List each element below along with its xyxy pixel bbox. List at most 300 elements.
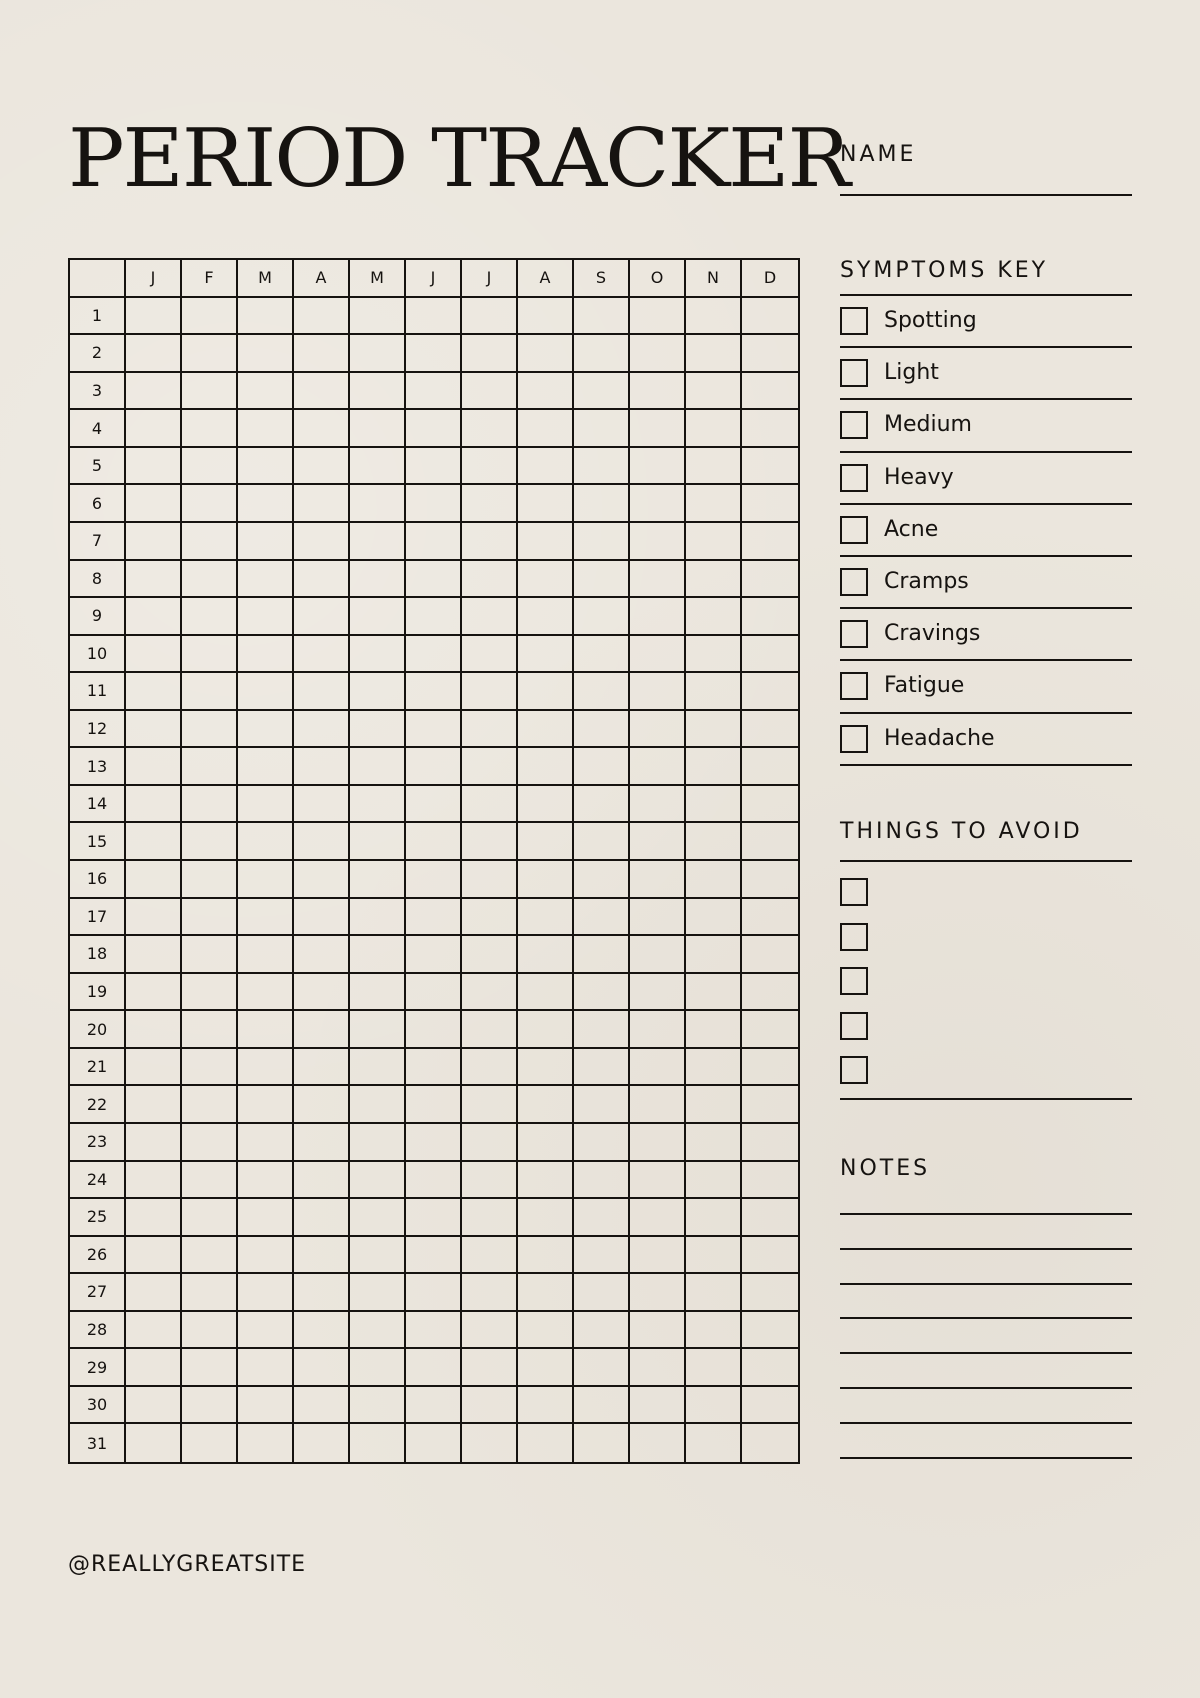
tracker-cell[interactable] — [238, 1049, 294, 1087]
tracker-cell[interactable] — [126, 1349, 182, 1387]
tracker-cell[interactable] — [126, 823, 182, 861]
notes-line[interactable] — [840, 1248, 1132, 1250]
avoid-checkbox[interactable] — [840, 1012, 868, 1040]
tracker-cell[interactable] — [126, 673, 182, 711]
tracker-cell[interactable] — [686, 448, 742, 486]
tracker-cell[interactable] — [462, 1162, 518, 1200]
tracker-cell[interactable] — [574, 373, 630, 411]
tracker-cell[interactable] — [238, 786, 294, 824]
tracker-cell[interactable] — [742, 1312, 798, 1350]
tracker-cell[interactable] — [406, 786, 462, 824]
tracker-cell[interactable] — [182, 899, 238, 937]
tracker-cell[interactable] — [518, 1011, 574, 1049]
tracker-cell[interactable] — [462, 899, 518, 937]
tracker-cell[interactable] — [238, 298, 294, 336]
tracker-cell[interactable] — [406, 298, 462, 336]
notes-line[interactable] — [840, 1422, 1132, 1424]
notes-line[interactable] — [840, 1352, 1132, 1354]
tracker-cell[interactable] — [182, 598, 238, 636]
tracker-cell[interactable] — [406, 1349, 462, 1387]
tracker-cell[interactable] — [630, 1086, 686, 1124]
tracker-cell[interactable] — [350, 1274, 406, 1312]
tracker-cell[interactable] — [686, 711, 742, 749]
tracker-cell[interactable] — [686, 786, 742, 824]
tracker-cell[interactable] — [238, 1199, 294, 1237]
tracker-cell[interactable] — [686, 561, 742, 599]
tracker-cell[interactable] — [574, 786, 630, 824]
tracker-cell[interactable] — [462, 561, 518, 599]
tracker-cell[interactable] — [518, 823, 574, 861]
tracker-cell[interactable] — [238, 523, 294, 561]
tracker-cell[interactable] — [350, 1162, 406, 1200]
tracker-cell[interactable] — [686, 861, 742, 899]
tracker-cell[interactable] — [630, 936, 686, 974]
tracker-cell[interactable] — [182, 823, 238, 861]
tracker-cell[interactable] — [574, 1387, 630, 1425]
tracker-cell[interactable] — [518, 899, 574, 937]
avoid-checkbox[interactable] — [840, 1056, 868, 1084]
tracker-cell[interactable] — [126, 1162, 182, 1200]
tracker-cell[interactable] — [126, 936, 182, 974]
tracker-cell[interactable] — [630, 673, 686, 711]
notes-line[interactable] — [840, 1387, 1132, 1389]
tracker-cell[interactable] — [686, 1049, 742, 1087]
tracker-cell[interactable] — [238, 1424, 294, 1462]
tracker-cell[interactable] — [238, 936, 294, 974]
tracker-cell[interactable] — [238, 448, 294, 486]
tracker-cell[interactable] — [294, 335, 350, 373]
tracker-cell[interactable] — [350, 448, 406, 486]
tracker-cell[interactable] — [126, 861, 182, 899]
tracker-cell[interactable] — [182, 448, 238, 486]
tracker-cell[interactable] — [350, 485, 406, 523]
tracker-cell[interactable] — [462, 673, 518, 711]
tracker-cell[interactable] — [518, 974, 574, 1012]
tracker-cell[interactable] — [574, 448, 630, 486]
tracker-cell[interactable] — [518, 485, 574, 523]
tracker-cell[interactable] — [294, 485, 350, 523]
tracker-cell[interactable] — [574, 673, 630, 711]
tracker-cell[interactable] — [294, 561, 350, 599]
tracker-cell[interactable] — [350, 974, 406, 1012]
tracker-cell[interactable] — [686, 1349, 742, 1387]
tracker-cell[interactable] — [686, 936, 742, 974]
tracker-cell[interactable] — [742, 936, 798, 974]
tracker-cell[interactable] — [126, 335, 182, 373]
tracker-cell[interactable] — [462, 1387, 518, 1425]
tracker-cell[interactable] — [238, 1086, 294, 1124]
tracker-cell[interactable] — [742, 1049, 798, 1087]
tracker-cell[interactable] — [350, 748, 406, 786]
tracker-cell[interactable] — [686, 1199, 742, 1237]
tracker-cell[interactable] — [126, 1424, 182, 1462]
tracker-cell[interactable] — [462, 711, 518, 749]
tracker-cell[interactable] — [686, 636, 742, 674]
tracker-cell[interactable] — [742, 823, 798, 861]
tracker-cell[interactable] — [126, 711, 182, 749]
tracker-cell[interactable] — [574, 561, 630, 599]
tracker-cell[interactable] — [462, 1199, 518, 1237]
tracker-cell[interactable] — [742, 373, 798, 411]
tracker-cell[interactable] — [574, 861, 630, 899]
tracker-cell[interactable] — [462, 786, 518, 824]
tracker-cell[interactable] — [462, 1312, 518, 1350]
tracker-cell[interactable] — [406, 1199, 462, 1237]
avoid-checkbox[interactable] — [840, 878, 868, 906]
tracker-cell[interactable] — [238, 1162, 294, 1200]
tracker-cell[interactable] — [630, 598, 686, 636]
tracker-cell[interactable] — [574, 1312, 630, 1350]
tracker-cell[interactable] — [518, 1162, 574, 1200]
tracker-cell[interactable] — [182, 561, 238, 599]
tracker-cell[interactable] — [686, 485, 742, 523]
tracker-cell[interactable] — [406, 748, 462, 786]
tracker-cell[interactable] — [518, 1312, 574, 1350]
tracker-cell[interactable] — [518, 1237, 574, 1275]
tracker-cell[interactable] — [350, 298, 406, 336]
tracker-cell[interactable] — [182, 1237, 238, 1275]
tracker-cell[interactable] — [238, 561, 294, 599]
tracker-cell[interactable] — [126, 561, 182, 599]
tracker-cell[interactable] — [350, 410, 406, 448]
tracker-cell[interactable] — [518, 373, 574, 411]
tracker-cell[interactable] — [574, 899, 630, 937]
tracker-cell[interactable] — [462, 1237, 518, 1275]
tracker-cell[interactable] — [518, 1274, 574, 1312]
tracker-cell[interactable] — [742, 636, 798, 674]
symptom-checkbox[interactable] — [840, 411, 868, 439]
tracker-cell[interactable] — [574, 335, 630, 373]
tracker-cell[interactable] — [238, 1312, 294, 1350]
tracker-cell[interactable] — [238, 1011, 294, 1049]
tracker-cell[interactable] — [630, 373, 686, 411]
tracker-cell[interactable] — [686, 1274, 742, 1312]
tracker-cell[interactable] — [182, 335, 238, 373]
tracker-cell[interactable] — [686, 748, 742, 786]
tracker-cell[interactable] — [574, 485, 630, 523]
tracker-cell[interactable] — [406, 936, 462, 974]
tracker-cell[interactable] — [630, 561, 686, 599]
tracker-cell[interactable] — [574, 523, 630, 561]
tracker-cell[interactable] — [294, 1011, 350, 1049]
tracker-cell[interactable] — [182, 1199, 238, 1237]
tracker-cell[interactable] — [238, 748, 294, 786]
tracker-cell[interactable] — [406, 1011, 462, 1049]
tracker-cell[interactable] — [126, 1124, 182, 1162]
tracker-cell[interactable] — [518, 1049, 574, 1087]
tracker-cell[interactable] — [238, 1349, 294, 1387]
tracker-cell[interactable] — [630, 448, 686, 486]
tracker-cell[interactable] — [518, 786, 574, 824]
name-line[interactable] — [840, 194, 1132, 196]
notes-line[interactable] — [840, 1283, 1132, 1285]
tracker-cell[interactable] — [126, 1387, 182, 1425]
tracker-cell[interactable] — [574, 1049, 630, 1087]
tracker-cell[interactable] — [686, 373, 742, 411]
tracker-cell[interactable] — [630, 861, 686, 899]
tracker-cell[interactable] — [630, 1011, 686, 1049]
tracker-cell[interactable] — [574, 410, 630, 448]
tracker-cell[interactable] — [630, 1124, 686, 1162]
tracker-cell[interactable] — [630, 1424, 686, 1462]
tracker-cell[interactable] — [350, 823, 406, 861]
tracker-cell[interactable] — [294, 1424, 350, 1462]
symptom-checkbox[interactable] — [840, 307, 868, 335]
tracker-cell[interactable] — [238, 711, 294, 749]
tracker-cell[interactable] — [574, 711, 630, 749]
tracker-cell[interactable] — [462, 936, 518, 974]
tracker-cell[interactable] — [294, 1312, 350, 1350]
tracker-cell[interactable] — [574, 1086, 630, 1124]
tracker-cell[interactable] — [350, 711, 406, 749]
tracker-cell[interactable] — [574, 298, 630, 336]
tracker-cell[interactable] — [350, 523, 406, 561]
tracker-cell[interactable] — [630, 786, 686, 824]
tracker-cell[interactable] — [574, 936, 630, 974]
tracker-cell[interactable] — [518, 448, 574, 486]
tracker-cell[interactable] — [406, 561, 462, 599]
tracker-cell[interactable] — [574, 1424, 630, 1462]
tracker-cell[interactable] — [238, 861, 294, 899]
tracker-cell[interactable] — [686, 335, 742, 373]
tracker-cell[interactable] — [126, 786, 182, 824]
tracker-cell[interactable] — [742, 1162, 798, 1200]
tracker-cell[interactable] — [182, 485, 238, 523]
tracker-cell[interactable] — [518, 748, 574, 786]
tracker-cell[interactable] — [630, 1049, 686, 1087]
tracker-cell[interactable] — [406, 673, 462, 711]
tracker-cell[interactable] — [686, 1124, 742, 1162]
tracker-cell[interactable] — [574, 1237, 630, 1275]
tracker-cell[interactable] — [294, 373, 350, 411]
tracker-cell[interactable] — [462, 823, 518, 861]
tracker-cell[interactable] — [350, 673, 406, 711]
tracker-cell[interactable] — [742, 899, 798, 937]
tracker-cell[interactable] — [350, 1049, 406, 1087]
tracker-cell[interactable] — [294, 298, 350, 336]
tracker-cell[interactable] — [518, 410, 574, 448]
tracker-cell[interactable] — [238, 974, 294, 1012]
tracker-cell[interactable] — [294, 1124, 350, 1162]
tracker-cell[interactable] — [742, 561, 798, 599]
tracker-cell[interactable] — [182, 861, 238, 899]
tracker-cell[interactable] — [742, 335, 798, 373]
symptom-checkbox[interactable] — [840, 568, 868, 596]
tracker-cell[interactable] — [630, 899, 686, 937]
tracker-cell[interactable] — [126, 448, 182, 486]
tracker-cell[interactable] — [350, 1086, 406, 1124]
tracker-cell[interactable] — [294, 1387, 350, 1425]
tracker-cell[interactable] — [238, 899, 294, 937]
tracker-cell[interactable] — [742, 448, 798, 486]
tracker-cell[interactable] — [182, 786, 238, 824]
tracker-cell[interactable] — [406, 1312, 462, 1350]
tracker-cell[interactable] — [630, 823, 686, 861]
tracker-cell[interactable] — [574, 1124, 630, 1162]
tracker-cell[interactable] — [126, 373, 182, 411]
tracker-cell[interactable] — [294, 448, 350, 486]
notes-line[interactable] — [840, 1317, 1132, 1319]
tracker-cell[interactable] — [742, 298, 798, 336]
tracker-cell[interactable] — [518, 523, 574, 561]
tracker-cell[interactable] — [294, 410, 350, 448]
tracker-cell[interactable] — [294, 974, 350, 1012]
tracker-cell[interactable] — [294, 711, 350, 749]
tracker-cell[interactable] — [294, 1274, 350, 1312]
tracker-cell[interactable] — [182, 1424, 238, 1462]
tracker-cell[interactable] — [630, 1387, 686, 1425]
tracker-cell[interactable] — [294, 1086, 350, 1124]
tracker-cell[interactable] — [686, 598, 742, 636]
tracker-cell[interactable] — [406, 1387, 462, 1425]
tracker-cell[interactable] — [350, 786, 406, 824]
tracker-cell[interactable] — [238, 1387, 294, 1425]
tracker-cell[interactable] — [350, 1237, 406, 1275]
tracker-cell[interactable] — [742, 1011, 798, 1049]
tracker-cell[interactable] — [574, 636, 630, 674]
tracker-cell[interactable] — [126, 410, 182, 448]
tracker-cell[interactable] — [462, 1086, 518, 1124]
tracker-cell[interactable] — [350, 598, 406, 636]
tracker-cell[interactable] — [686, 673, 742, 711]
tracker-cell[interactable] — [182, 1349, 238, 1387]
tracker-cell[interactable] — [406, 485, 462, 523]
tracker-cell[interactable] — [406, 523, 462, 561]
tracker-cell[interactable] — [350, 636, 406, 674]
tracker-cell[interactable] — [350, 561, 406, 599]
tracker-cell[interactable] — [294, 1162, 350, 1200]
tracker-cell[interactable] — [350, 1387, 406, 1425]
tracker-cell[interactable] — [742, 1274, 798, 1312]
tracker-cell[interactable] — [126, 485, 182, 523]
tracker-cell[interactable] — [518, 711, 574, 749]
tracker-cell[interactable] — [574, 748, 630, 786]
tracker-cell[interactable] — [182, 748, 238, 786]
tracker-cell[interactable] — [742, 748, 798, 786]
tracker-cell[interactable] — [742, 711, 798, 749]
tracker-cell[interactable] — [350, 1312, 406, 1350]
tracker-cell[interactable] — [182, 1011, 238, 1049]
tracker-cell[interactable] — [742, 1086, 798, 1124]
tracker-cell[interactable] — [742, 861, 798, 899]
tracker-cell[interactable] — [406, 598, 462, 636]
tracker-cell[interactable] — [574, 823, 630, 861]
tracker-cell[interactable] — [126, 899, 182, 937]
tracker-cell[interactable] — [294, 786, 350, 824]
tracker-cell[interactable] — [238, 1274, 294, 1312]
tracker-cell[interactable] — [686, 523, 742, 561]
tracker-cell[interactable] — [686, 1387, 742, 1425]
tracker-cell[interactable] — [182, 1124, 238, 1162]
tracker-cell[interactable] — [574, 1162, 630, 1200]
tracker-cell[interactable] — [182, 673, 238, 711]
tracker-cell[interactable] — [742, 485, 798, 523]
tracker-cell[interactable] — [630, 711, 686, 749]
tracker-cell[interactable] — [182, 1387, 238, 1425]
tracker-cell[interactable] — [294, 748, 350, 786]
tracker-cell[interactable] — [350, 1124, 406, 1162]
tracker-cell[interactable] — [630, 1237, 686, 1275]
tracker-cell[interactable] — [126, 1237, 182, 1275]
tracker-cell[interactable] — [126, 974, 182, 1012]
tracker-cell[interactable] — [182, 523, 238, 561]
tracker-cell[interactable] — [126, 1312, 182, 1350]
tracker-cell[interactable] — [238, 673, 294, 711]
tracker-cell[interactable] — [518, 1199, 574, 1237]
tracker-cell[interactable] — [238, 485, 294, 523]
tracker-cell[interactable] — [294, 1049, 350, 1087]
tracker-cell[interactable] — [182, 1274, 238, 1312]
tracker-cell[interactable] — [182, 711, 238, 749]
tracker-cell[interactable] — [630, 1349, 686, 1387]
tracker-cell[interactable] — [182, 936, 238, 974]
tracker-cell[interactable] — [350, 899, 406, 937]
tracker-cell[interactable] — [574, 1199, 630, 1237]
tracker-cell[interactable] — [742, 598, 798, 636]
tracker-cell[interactable] — [630, 1312, 686, 1350]
tracker-cell[interactable] — [294, 1349, 350, 1387]
tracker-cell[interactable] — [182, 1049, 238, 1087]
tracker-cell[interactable] — [518, 636, 574, 674]
tracker-cell[interactable] — [406, 1049, 462, 1087]
tracker-cell[interactable] — [126, 1049, 182, 1087]
tracker-cell[interactable] — [742, 786, 798, 824]
tracker-cell[interactable] — [294, 673, 350, 711]
tracker-cell[interactable] — [518, 1349, 574, 1387]
tracker-cell[interactable] — [406, 1162, 462, 1200]
tracker-cell[interactable] — [406, 636, 462, 674]
symptom-checkbox[interactable] — [840, 620, 868, 648]
tracker-cell[interactable] — [294, 523, 350, 561]
tracker-cell[interactable] — [686, 899, 742, 937]
tracker-cell[interactable] — [462, 1274, 518, 1312]
notes-line[interactable] — [840, 1213, 1132, 1215]
tracker-cell[interactable] — [182, 1162, 238, 1200]
tracker-cell[interactable] — [518, 561, 574, 599]
symptom-checkbox[interactable] — [840, 516, 868, 544]
tracker-cell[interactable] — [518, 598, 574, 636]
tracker-cell[interactable] — [630, 485, 686, 523]
tracker-cell[interactable] — [518, 335, 574, 373]
tracker-cell[interactable] — [630, 974, 686, 1012]
tracker-cell[interactable] — [238, 823, 294, 861]
tracker-cell[interactable] — [238, 598, 294, 636]
tracker-cell[interactable] — [238, 1124, 294, 1162]
tracker-cell[interactable] — [518, 1424, 574, 1462]
tracker-cell[interactable] — [182, 1312, 238, 1350]
tracker-cell[interactable] — [406, 1086, 462, 1124]
tracker-cell[interactable] — [462, 748, 518, 786]
tracker-cell[interactable] — [294, 598, 350, 636]
tracker-cell[interactable] — [686, 298, 742, 336]
tracker-cell[interactable] — [350, 1349, 406, 1387]
tracker-cell[interactable] — [462, 448, 518, 486]
tracker-cell[interactable] — [518, 298, 574, 336]
avoid-checkbox[interactable] — [840, 923, 868, 951]
tracker-cell[interactable] — [742, 1237, 798, 1275]
tracker-cell[interactable] — [406, 823, 462, 861]
tracker-cell[interactable] — [182, 974, 238, 1012]
tracker-cell[interactable] — [742, 410, 798, 448]
tracker-cell[interactable] — [742, 974, 798, 1012]
tracker-cell[interactable] — [182, 410, 238, 448]
tracker-cell[interactable] — [294, 1237, 350, 1275]
tracker-cell[interactable] — [630, 410, 686, 448]
tracker-cell[interactable] — [518, 861, 574, 899]
tracker-cell[interactable] — [238, 410, 294, 448]
tracker-cell[interactable] — [294, 823, 350, 861]
tracker-cell[interactable] — [518, 936, 574, 974]
